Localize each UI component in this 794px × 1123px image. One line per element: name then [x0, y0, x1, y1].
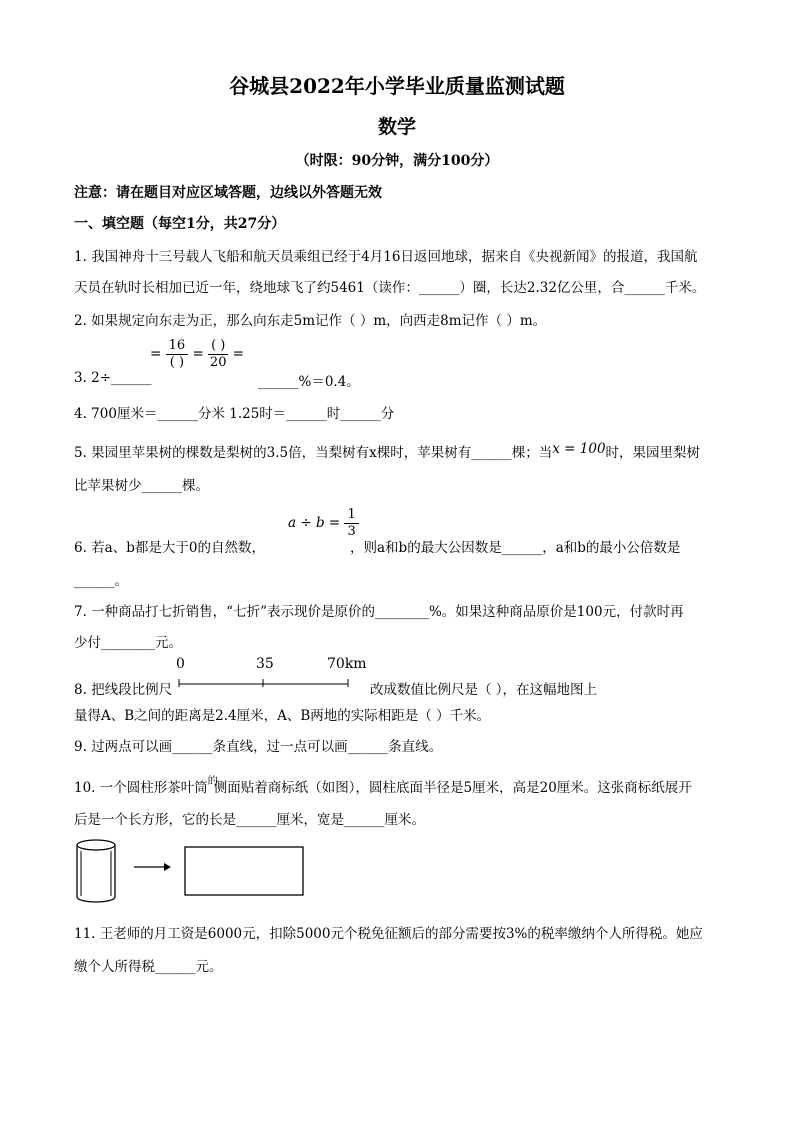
cylinder: [77, 840, 115, 902]
q11-line1: 11. 王老师的月工资是6000元，扣除5000元个税免征额后的部分需要按3%的税率缴纳个人所得税。她应: [74, 926, 703, 942]
q3-f2-numerator: ( ): [208, 338, 228, 355]
q4-text: 4. 700厘米＝______分米 1.25时＝______时______分: [74, 406, 395, 422]
scale-label-0: 0: [176, 656, 185, 672]
q7-line1: 7. 一种商品打七折销售，“七折”表示现价是原价的________%。如果这种商品原价是100元，付款时再: [74, 604, 684, 620]
q11-line2: 缴个人所得税______元。: [74, 959, 223, 975]
q9-text: 9. 过两点可以画______条直线，过一点可以画______条直线。: [74, 739, 443, 755]
q6-denominator: 3: [347, 524, 356, 539]
q8-line2: 量得A、B之间的距离是2.4厘米，A、B两地的实际相距是（ ）千米。: [74, 708, 491, 724]
q3-f1-numerator: 16: [166, 338, 189, 355]
arrow-right-icon: [134, 863, 171, 871]
q3-prefix: 3. 2÷______: [74, 370, 152, 386]
q10-line2: 后是一个长方形，它的长是______厘米，宽是______厘米。: [74, 812, 425, 828]
q3-f2-denominator: 20: [209, 355, 227, 370]
time-limit: （时限：90分钟，满分100分）: [295, 153, 499, 169]
q5-line2: 比苹果树少______棵。: [74, 478, 209, 494]
q8-line1-b: 改成数值比例尺是（ ），在这幅地图上: [370, 682, 598, 698]
q7-line2: 少付________元。: [74, 635, 182, 651]
q5-line1-a: 5. 果园里苹果树的棵数是梨树的3.5倍，当梨树有x棵时，苹果树有______棵；当: [74, 445, 553, 461]
q3-fraction-1: [166, 338, 189, 371]
q6-formula-block: [288, 507, 359, 540]
q3-fractions: [150, 338, 244, 371]
q8-line1-a: 8. 把线段比例尺: [74, 682, 173, 698]
q3-f1-denominator: ( ): [169, 355, 185, 370]
exam-title: 谷城县2022年小学毕业质量监测试题: [229, 74, 565, 98]
section-heading: 一、填空题（每空1分，共27分）: [74, 216, 286, 232]
unfolded-rectangle: [185, 847, 303, 895]
subject-title: 数学: [377, 116, 416, 138]
q10-line1-a: 10. 一个圆柱形茶叶筒: [74, 780, 208, 796]
cylinder-diagram: [72, 838, 312, 906]
scale-label-70: 70km: [327, 656, 367, 672]
q2-text: 2. 如果规定向东走为正，那么向东走5m记作（ ）m，向西走8m记作（ ）m。: [74, 313, 547, 329]
q5-line1: [74, 441, 700, 461]
scale-bar: [178, 676, 353, 690]
q6-numerator: 1: [344, 507, 358, 524]
q6-formula: a ÷ b =: [288, 515, 341, 531]
q3-suffix: ______%＝0.4。: [258, 374, 360, 390]
q3-eq3: =: [232, 346, 244, 362]
scale-label-35: 35: [256, 656, 274, 672]
q6-line2: ______。: [74, 573, 128, 589]
q10-line1: [74, 776, 692, 796]
q3-fraction-2: [208, 338, 228, 371]
q1-line2: 天员在轨时长相加已近一年，绕地球飞了约5461（读作：______）圈，长达2.32亿公里，合______千米。: [74, 280, 706, 296]
q5-formula: x = 100: [552, 441, 606, 457]
q5-line1-b: 时，果园里梨树: [605, 445, 701, 461]
q3-eq1: =: [150, 346, 162, 362]
q6-line1-b: ，则a和b的最大公因数是______，a和b的最小公倍数是: [350, 540, 681, 556]
q1-line1: 1. 我国神舟十三号载人飞船和航天员乘组已经于4月16日返回地球，据来自《央视新闻》的报道，我国航: [74, 249, 698, 265]
notice: 注意：请在题目对应区域答题，边线以外答题无效: [74, 185, 382, 201]
q10-overlay-char: 的: [207, 776, 218, 787]
q6-line1-a: 6. 若a、b都是大于0的自然数，: [74, 540, 265, 556]
q3-eq2: =: [192, 346, 204, 362]
q10-line1-b: 侧面贴着商标纸（如图），圆柱底面半径是5厘米，高是20厘米。这张商标纸展开: [213, 780, 692, 796]
